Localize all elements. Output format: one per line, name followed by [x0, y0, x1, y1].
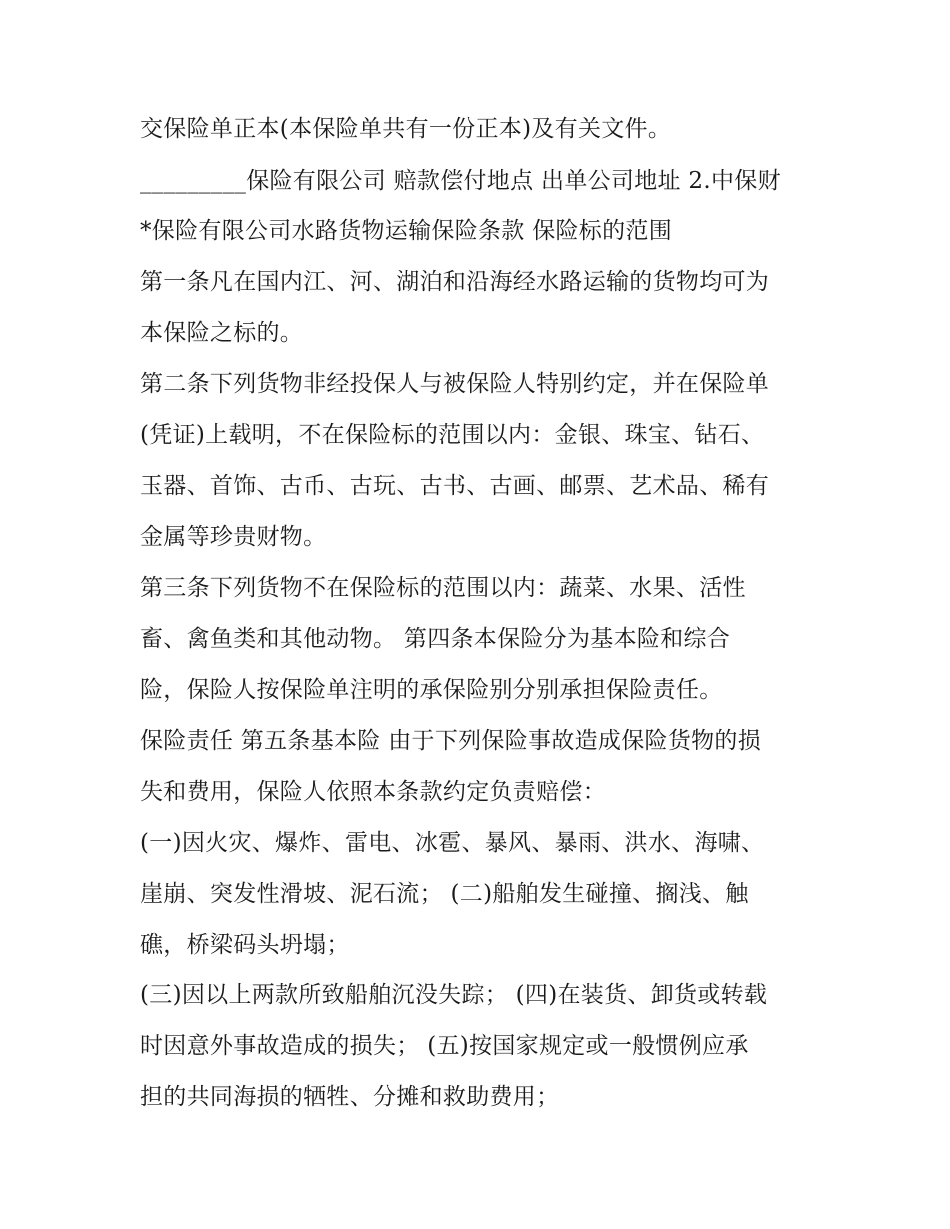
text-line: 礁，桥梁码头坍塌；	[140, 932, 350, 958]
text-line: (三)因以上两款所致船舶沉没失踪； (四)在装货、卸货或转载	[140, 982, 768, 1008]
text-line: (一)因火灾、爆炸、雷电、冰雹、暴风、暴雨、洪水、海啸、	[140, 830, 765, 856]
text-line: _________保险有限公司 赔款偿付地点 出单公司地址 2.中保财	[140, 168, 781, 194]
text-line: 失和费用，保险人依照本条款约定负责赔偿：	[140, 779, 606, 805]
text-line: 畜、禽鱼类和其他动物。 第四条本保险分为基本险和综合	[140, 626, 731, 652]
text-line: 玉器、首饰、古币、古玩、古书、古画、邮票、艺术品、稀有	[140, 473, 770, 499]
text-line: 崖崩、突发性滑坡、泥石流； (二)船舶发生碰撞、搁浅、触	[140, 881, 749, 907]
text-line: *保险有限公司水路货物运输保险条款 保险标的范围	[140, 218, 673, 244]
text-line: (凭证)上载明，不在保险标的范围以内：金银、珠宝、钻石、	[140, 422, 765, 448]
text-line: 交保险单正本(本保险单共有一份正本)及有关文件。	[140, 116, 672, 142]
text-line: 第一条凡在国内江、河、湖泊和沿海经水路运输的货物均可为	[140, 269, 770, 295]
text-line: 本保险之标的。	[140, 320, 304, 346]
text-line: 担的共同海损的牺牲、分摊和救助费用；	[140, 1084, 560, 1110]
text-line: 保险责任 第五条基本险 由于下列保险事故造成保险货物的损	[140, 728, 762, 754]
text-line: 第三条下列货物不在保险标的范围以内：蔬菜、水果、活性	[140, 575, 746, 601]
text-line: 险，保险人按保险单注明的承保险别分别承担保险责任。	[140, 677, 723, 703]
text-line: 时因意外事故造成的损失； (五)按国家规定或一般惯例应承	[140, 1033, 749, 1059]
text-line: 金属等珍贵财物。	[140, 524, 327, 550]
text-line: 第二条下列货物非经投保人与被保险人特别约定，并在保险单	[140, 371, 770, 397]
